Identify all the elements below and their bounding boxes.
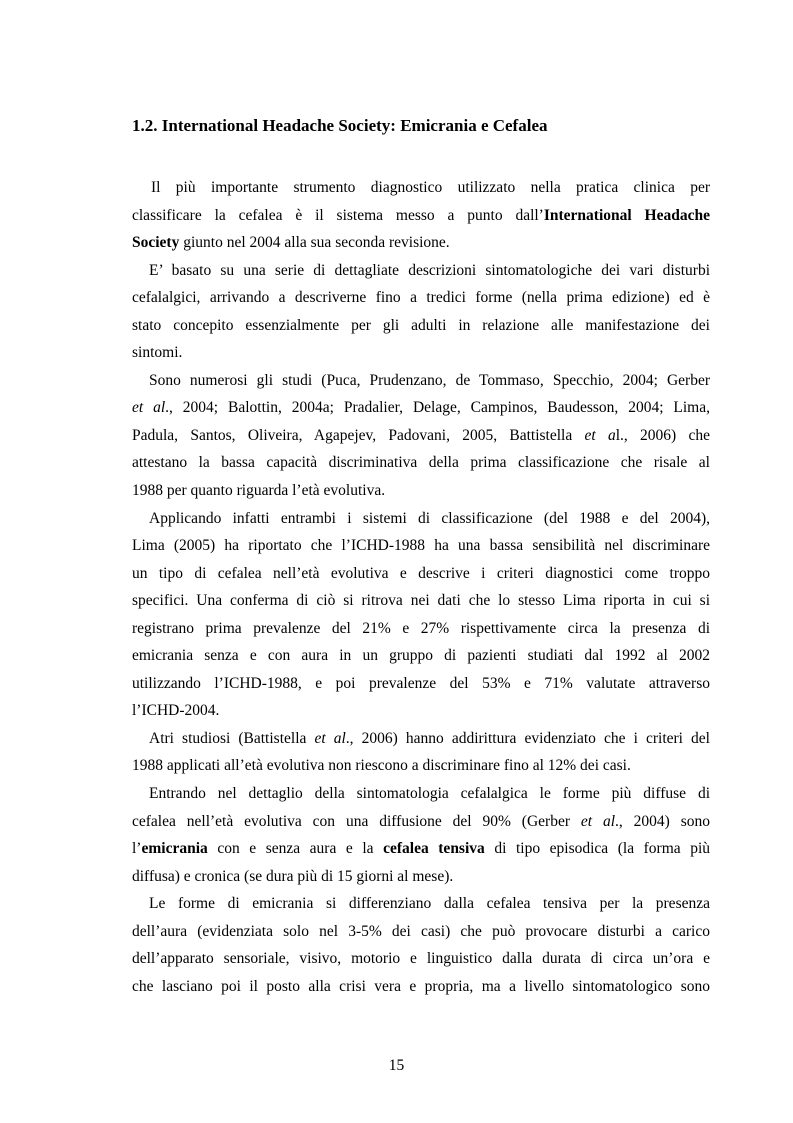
text-line <box>132 752 710 780</box>
text-line <box>132 615 710 643</box>
text-run: ., 2004; Balottin, 2004a; Pradalier, Delage, Campinos, Baudesson, 2004; Lima, <box>165 399 710 417</box>
text-run: Atri studiosi (Battistella <box>149 729 315 747</box>
text-line <box>132 780 710 808</box>
italic-run: et al <box>314 729 346 747</box>
text-line <box>132 945 710 973</box>
text-run: che lasciano poi il posto alla crisi vera e propria, ma a livello sintomatologico sono <box>132 977 710 995</box>
italic-run: et a <box>584 426 616 444</box>
text-run: emicrania senza e con aura in un gruppo di pazienti studiati dal 1992 al 2002 <box>132 647 710 665</box>
text-line <box>132 725 710 753</box>
text-line <box>132 174 710 202</box>
text-run: l., 2006) che <box>615 426 711 444</box>
text-line <box>132 505 710 533</box>
text-run: di tipo episodica (la forma più <box>484 840 711 858</box>
text-run: cefalalgici, arrivando a descriverne fino a tredici forme (nella prima edizione) ed è <box>132 289 710 307</box>
text-line <box>132 863 710 891</box>
bold-run: cefalea tensiva <box>383 840 485 858</box>
text-line <box>132 642 710 670</box>
text-run: Il più importante strumento diagnostico utilizzato nella pratica clinica per <box>151 179 710 196</box>
text-line <box>132 284 710 312</box>
text-line <box>132 587 710 615</box>
text-line <box>132 973 710 1001</box>
text-run: utilizzando l’ICHD-1988, e poi prevalenze del 53% e 71% valutate attraverso <box>132 674 710 692</box>
italic-run: et al <box>580 812 616 830</box>
text-line <box>132 808 710 836</box>
text-line <box>132 202 710 230</box>
text-run: l’ICHD-2004. <box>132 702 220 720</box>
text-run: 1988 applicati all’età evolutiva non riescono a discriminare fino al 12% dei casi. <box>132 757 631 775</box>
text-run: Le forme di emicrania si differenziano dalla cefalea tensiva per la presenza <box>149 895 710 913</box>
text-run: cefalea nell’età evolutiva con una diffusione del 90% (Gerber <box>132 812 581 830</box>
text-line <box>132 532 710 560</box>
text-run: sintomi. <box>132 344 183 362</box>
text-run: Padula, Santos, Oliveira, Agapejev, Padovani, 2005, Battistella <box>132 426 585 444</box>
text-run: attestano la bassa capacità discriminativa della prima classificazione che risale al <box>132 454 710 472</box>
text-line <box>132 339 710 367</box>
text-run: specifici. Una conferma di ciò si ritrova nei dati che lo stesso Lima riporta in cui si <box>132 592 710 610</box>
text-line <box>132 670 710 698</box>
text-run: 1988 per quanto riguarda l’età evolutiva. <box>132 482 386 500</box>
text-line <box>132 835 710 863</box>
text-run: E’ basato su una serie di dettagliate descrizioni sintomatologiche dei vari disturbi <box>149 261 710 279</box>
text-line <box>132 257 710 285</box>
text-run: Applicando infatti entrambi i sistemi di classificazione (del 1988 e del 2004), <box>149 509 710 527</box>
text-run: dell’aura (evidenziata solo nel 3-5% dei casi) che può provocare disturbi a carico <box>132 922 710 940</box>
text-run: l’ <box>132 840 142 858</box>
section-heading: 1.2. International Headache Society: Emicrania e Cefalea <box>132 116 548 135</box>
text-line <box>132 697 710 725</box>
text-run: giunto nel 2004 alla sua seconda revisione. <box>179 234 450 252</box>
text-line <box>132 449 710 477</box>
text-line <box>132 312 710 340</box>
text-run: Entrando nel dettaglio della sintomatologia cefalalgica le forme più diffuse di <box>149 785 710 803</box>
italic-run: et al <box>132 399 166 417</box>
text-line <box>132 890 710 918</box>
text-run: ., 2006) hanno addirittura evidenziato che i criteri del <box>345 729 710 747</box>
text-line <box>132 229 710 257</box>
text-run: con e senza aura e la <box>207 840 384 858</box>
text-run: ., 2004) sono <box>615 812 710 830</box>
text-run: un tipo di cefalea nell’età evolutiva e descrive i criteri diagnostici come troppo <box>132 564 710 582</box>
bold-run: International Headache <box>543 206 710 224</box>
text-run: registrano prima prevalenze del 21% e 27% rispettivamente circa la presenza di <box>132 619 710 637</box>
text-line <box>132 560 710 588</box>
body-text <box>132 174 710 1000</box>
text-run: stato concepito essenzialmente per gli adulti in relazione alle manifestazione dei <box>132 316 710 334</box>
bold-run: emicrania <box>141 840 208 858</box>
page-number: 15 <box>388 1057 405 1074</box>
text-line <box>132 477 710 505</box>
text-run: Lima (2005) ha riportato che l’ICHD-1988 ha una bassa sensibilità nel discriminare <box>132 537 710 555</box>
text-line <box>132 367 710 395</box>
text-line <box>132 422 710 450</box>
text-run: dell’apparato sensoriale, visivo, motorio e linguistico dalla durata di circa un’ora e <box>132 950 710 968</box>
text-line <box>132 394 710 422</box>
text-run: Sono numerosi gli studi (Puca, Prudenzano, de Tommaso, Specchio, 2004; Gerber <box>149 371 710 389</box>
text-line <box>132 918 710 946</box>
bold-run: Society <box>132 234 180 252</box>
text-run: classificare la cefalea è il sistema messo a punto dall’ <box>132 206 544 224</box>
text-run: diffusa) e cronica (se dura più di 15 giorni al mese). <box>132 867 454 885</box>
